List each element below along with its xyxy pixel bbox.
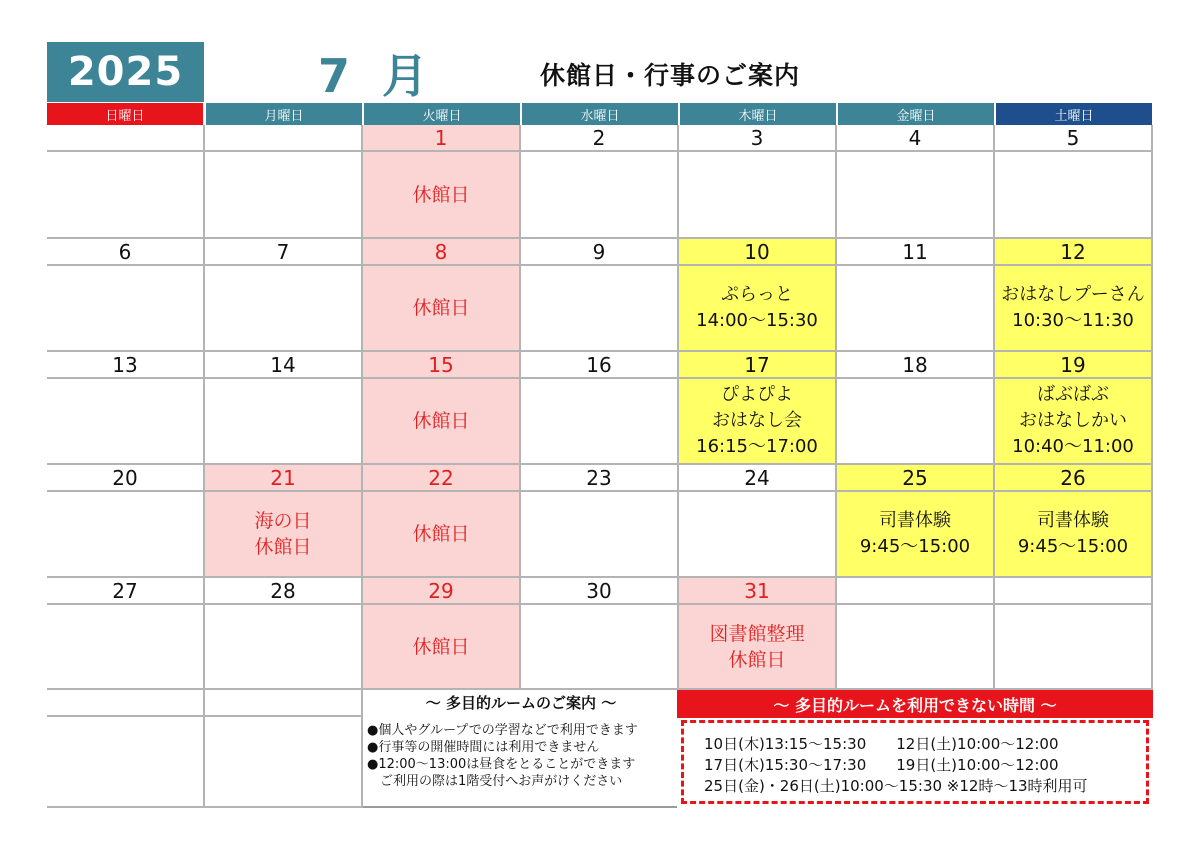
unavailable-time-row: 25日(金)・26日(土)10:00～15:30 ※12時～13時利用可	[704, 777, 1088, 795]
day-cell	[679, 465, 837, 578]
day-cell	[47, 239, 205, 352]
day-number: 4	[837, 125, 993, 152]
unavailable-times-body	[681, 720, 1149, 804]
day-cell	[837, 125, 995, 239]
day-cell	[363, 239, 521, 352]
weekday-header: 火曜日	[364, 103, 520, 125]
day-cell	[47, 578, 205, 690]
blank-cell	[47, 690, 205, 808]
event-line: 司書体験	[879, 510, 951, 531]
event-line: 10:40～11:00	[1012, 436, 1134, 457]
day-number: 20	[47, 465, 203, 492]
day-event	[995, 266, 1151, 350]
blank-cell	[205, 690, 363, 808]
event-line: 司書体験	[1037, 510, 1109, 531]
year-label: 2025	[47, 42, 204, 102]
day-event	[521, 266, 677, 350]
day-number	[995, 578, 1151, 605]
day-cell	[205, 352, 363, 465]
event-line: ばぶばぶ	[1037, 384, 1109, 405]
day-cell	[47, 352, 205, 465]
unavailable-time-row: 10日(木)13:15～15:30 12日(土)10:00～12:00	[704, 735, 1059, 753]
event-line: 海の日	[254, 510, 312, 532]
day-number: 8	[363, 239, 519, 266]
event-line: 休館日	[412, 635, 470, 658]
day-event	[47, 605, 203, 688]
day-number: 6	[47, 239, 203, 266]
day-cell	[837, 578, 995, 690]
day-event	[47, 492, 203, 576]
day-event	[837, 266, 993, 350]
day-event	[521, 152, 677, 237]
weekday-header: 土曜日	[996, 103, 1152, 125]
room-info-item: ご利用の際は1階受付へお声がけください	[367, 774, 623, 789]
event-line: 14:00～15:30	[696, 310, 818, 331]
weekday-header: 金曜日	[838, 103, 994, 125]
event-line: 休館日	[412, 523, 470, 545]
day-number: 28	[205, 578, 361, 605]
day-event	[837, 605, 993, 688]
day-event	[995, 152, 1151, 237]
event-line: おはなしかい	[1019, 410, 1127, 431]
day-event	[837, 379, 993, 463]
day-event	[837, 152, 993, 237]
unavailable-times-box	[677, 690, 1153, 808]
day-cell	[521, 465, 679, 578]
day-cell	[205, 125, 363, 239]
day-event	[995, 379, 1151, 463]
day-cell	[679, 578, 837, 690]
day-number: 30	[521, 578, 677, 605]
day-number: 9	[521, 239, 677, 266]
day-number: 13	[47, 352, 203, 379]
room-info-list	[367, 722, 679, 790]
day-number: 10	[679, 239, 835, 266]
event-line: 休館日	[728, 648, 786, 671]
day-cell	[205, 239, 363, 352]
day-cell	[679, 239, 837, 352]
event-line: 16:15～17:00	[696, 436, 818, 457]
day-number: 16	[521, 352, 677, 379]
weekday-header: 日曜日	[47, 103, 203, 125]
day-cell	[837, 239, 995, 352]
day-event	[363, 152, 519, 237]
day-cell	[47, 465, 205, 578]
event-line: 9:45～15:00	[859, 536, 971, 557]
day-cell	[363, 578, 521, 690]
day-event	[47, 152, 203, 237]
event-line: 休館日	[412, 297, 470, 319]
day-event	[521, 379, 677, 463]
day-number: 23	[521, 465, 677, 492]
day-number: 14	[205, 352, 361, 379]
event-line: おはなしプーさん	[1001, 284, 1145, 305]
day-cell	[679, 125, 837, 239]
day-event	[363, 492, 519, 576]
weekday-header: 水曜日	[522, 103, 678, 125]
day-event	[521, 605, 677, 688]
room-info-title: ～ 多目的ルームのご案内 ～	[365, 690, 677, 714]
day-event	[205, 605, 361, 688]
day-event	[995, 605, 1151, 688]
day-event	[995, 492, 1151, 576]
day-cell	[837, 352, 995, 465]
day-number: 19	[995, 352, 1151, 379]
event-line: ぴよぴよ	[721, 384, 793, 405]
event-line: 休館日	[412, 410, 470, 432]
day-cell	[521, 125, 679, 239]
day-event	[205, 379, 361, 463]
day-event	[205, 152, 361, 237]
day-number: 26	[995, 465, 1151, 492]
day-number	[205, 125, 361, 152]
day-number: 2	[521, 125, 677, 152]
day-cell	[995, 239, 1153, 352]
day-cell	[363, 352, 521, 465]
room-info-item: ●個人やグループでの学習などで利用できます	[367, 723, 638, 738]
day-number: 29	[363, 578, 519, 605]
day-number: 21	[205, 465, 361, 492]
event-line: おはなし会	[712, 410, 802, 431]
day-cell	[363, 465, 521, 578]
day-event	[521, 492, 677, 576]
day-number: 7	[205, 239, 361, 266]
day-number: 24	[679, 465, 835, 492]
blank-cell-top	[47, 690, 203, 717]
room-info-item: ●行事等の開催時間には利用できません	[367, 740, 600, 755]
day-cell	[47, 125, 205, 239]
day-number: 27	[47, 578, 203, 605]
event-line: ぷらっと	[721, 284, 793, 305]
day-event	[205, 266, 361, 350]
day-number: 18	[837, 352, 993, 379]
event-line: 休館日	[412, 183, 470, 206]
day-event	[837, 492, 993, 576]
day-number: 1	[363, 125, 519, 152]
day-event	[363, 605, 519, 688]
room-info-item: ●12:00～13:00は昼食をとることができます	[367, 757, 636, 772]
day-number: 22	[363, 465, 519, 492]
day-cell	[995, 465, 1153, 578]
day-cell	[521, 352, 679, 465]
day-cell	[679, 352, 837, 465]
unavailable-time-row: 17日(木)15:30～17:30 19日(土)10:00～12:00	[704, 756, 1059, 774]
page-title: 休館日・行事のご案内	[540, 61, 801, 90]
day-number: 17	[679, 352, 835, 379]
day-event	[679, 492, 835, 576]
day-number	[837, 578, 993, 605]
day-number: 25	[837, 465, 993, 492]
day-cell	[205, 465, 363, 578]
day-cell	[205, 578, 363, 690]
day-event	[679, 379, 835, 463]
day-number: 12	[995, 239, 1151, 266]
day-number: 15	[363, 352, 519, 379]
month-label: 7 月	[318, 49, 437, 103]
day-cell	[521, 239, 679, 352]
day-number: 3	[679, 125, 835, 152]
day-cell	[363, 125, 521, 239]
day-event	[205, 492, 361, 576]
weekday-header: 木曜日	[680, 103, 836, 125]
event-line: 休館日	[254, 536, 312, 558]
day-cell	[995, 578, 1153, 690]
event-line: 図書館整理	[709, 622, 805, 645]
day-event	[679, 152, 835, 237]
day-number: 11	[837, 239, 993, 266]
day-number: 5	[995, 125, 1151, 152]
day-event	[47, 379, 203, 463]
day-event	[47, 266, 203, 350]
day-event	[363, 379, 519, 463]
day-event	[679, 605, 835, 688]
day-number	[47, 125, 203, 152]
blank-cell-top	[205, 690, 361, 717]
day-cell	[995, 125, 1153, 239]
event-line: 10:30～11:30	[1012, 310, 1134, 331]
day-cell	[837, 465, 995, 578]
day-cell	[521, 578, 679, 690]
day-number: 31	[679, 578, 835, 605]
day-event	[363, 266, 519, 350]
weekday-header: 月曜日	[206, 103, 362, 125]
day-event	[679, 266, 835, 350]
unavailable-times-title: ～ 多目的ルームを利用できない時間 ～	[677, 690, 1153, 718]
day-cell	[995, 352, 1153, 465]
event-line: 9:45～15:00	[1017, 536, 1129, 557]
